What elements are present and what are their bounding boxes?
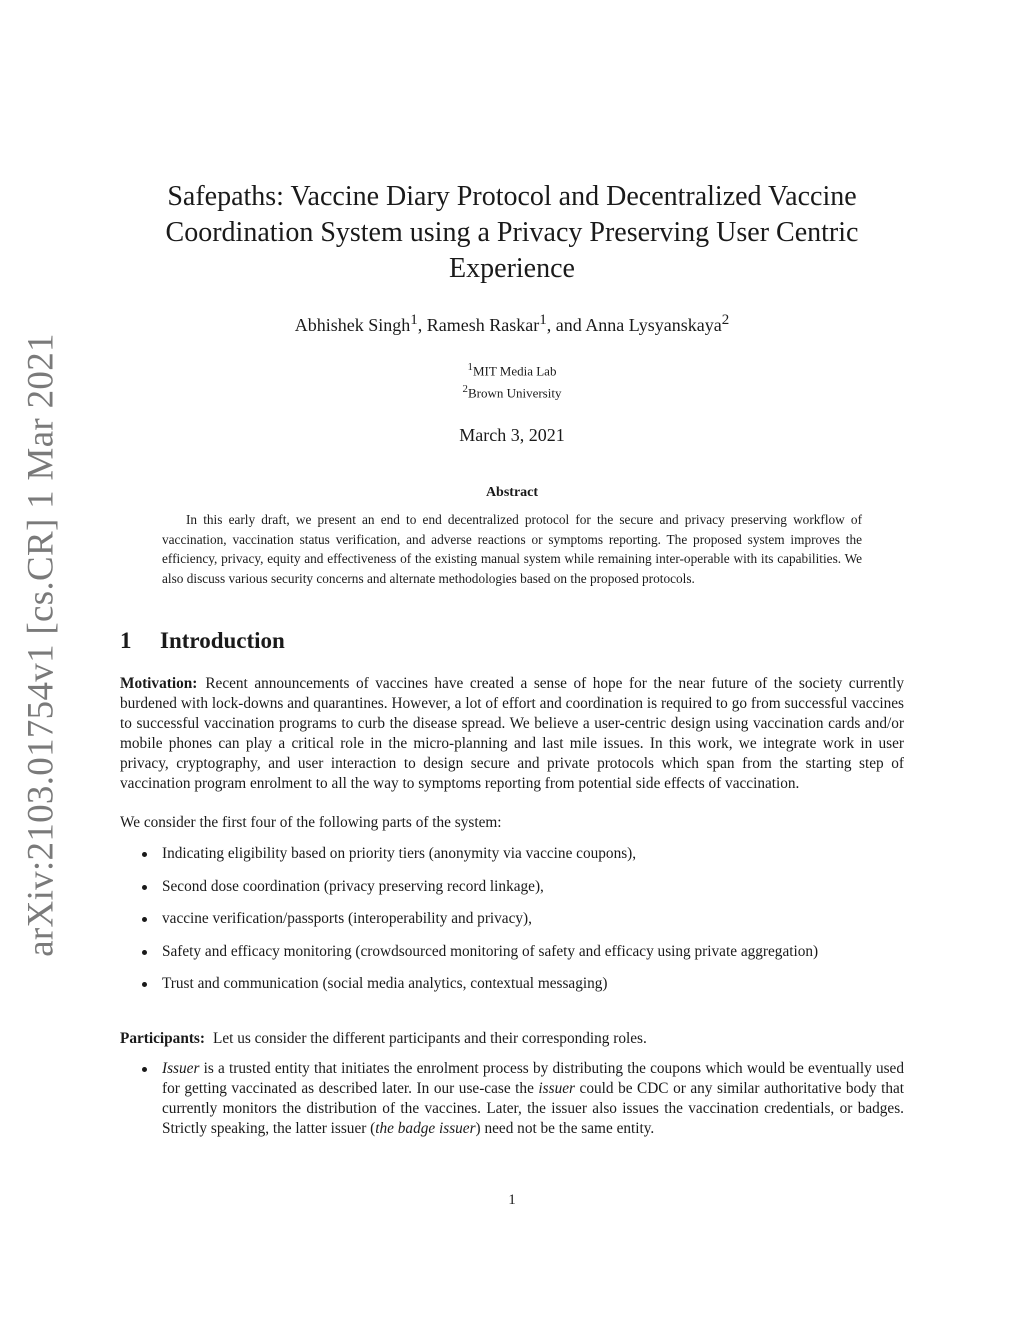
affiliation-item bbox=[120, 380, 904, 402]
bullet-icon bbox=[142, 917, 147, 922]
role-text: could be CDC or any similar authoritative body that currently monitors the distribution of the vaccines. Later, the issuer also issues the vaccination credentials, or badges. Strictly speaking, the latter issuer ( bbox=[162, 1080, 905, 1137]
list-item bbox=[120, 909, 906, 942]
system-parts-list bbox=[120, 844, 906, 1007]
author-list bbox=[120, 312, 904, 336]
section-number: 1 bbox=[120, 628, 132, 653]
list-item-text: Second dose coordination (privacy preserving record linkage), bbox=[162, 877, 544, 895]
author-name: Ramesh Raskar bbox=[426, 315, 540, 335]
arxiv-identifier-stamp: arXiv:2103.01754v1 [cs.CR] 1 Mar 2021 bbox=[20, 333, 62, 957]
section-title: Introduction bbox=[160, 628, 285, 653]
list-item bbox=[120, 974, 906, 1007]
list-item bbox=[120, 1059, 904, 1139]
list-item bbox=[120, 877, 906, 910]
system-parts-intro: We consider the first four of the following parts of the system: bbox=[120, 814, 502, 831]
participants-paragraph bbox=[120, 1029, 904, 1049]
abstract-text: In this early draft, we present an end to end decentralized protocol for the secure and privacy preserving workflow of vaccination, vaccination status verification, and adverse reactions or symptoms reporting. The proposed system improves the efficiency, privacy, equity and effectiveness of the existing manual system while remaining inter-operable with its capabilities. We also discuss various security concerns and alternate methodologies based on the proposed protocols. bbox=[162, 512, 862, 586]
section-heading bbox=[120, 628, 285, 654]
abstract-heading: Abstract bbox=[485, 485, 539, 500]
motivation-label: Motivation: bbox=[120, 675, 198, 692]
author-separator: , and bbox=[546, 315, 586, 335]
list-item-text: vaccine verification/passports (interoperability and privacy), bbox=[162, 910, 532, 927]
paper-date: March 3, 2021 bbox=[459, 425, 565, 445]
author-affiliation-mark: 1 bbox=[410, 312, 418, 328]
role-text: is a trusted entity that initiates the enrolment process by distributing the coupons which would be eventually used for getting vaccinated as described later. In our use-case the bbox=[162, 1060, 904, 1097]
affiliation-item bbox=[120, 358, 904, 380]
author-affiliation-mark: 1 bbox=[539, 312, 547, 328]
role-term: Issuer bbox=[162, 1060, 200, 1077]
bullet-icon bbox=[142, 950, 147, 955]
participants-text: Let us consider the different participants and their corresponding roles. bbox=[212, 1030, 647, 1047]
bullet-icon bbox=[142, 982, 147, 987]
affiliation-mark: 2 bbox=[462, 383, 468, 396]
role-emphasis: issuer bbox=[538, 1080, 575, 1097]
author-affiliation-mark: 2 bbox=[721, 312, 730, 328]
list-item-text: Trust and communication (social media analytics, contextual messaging) bbox=[162, 975, 608, 992]
bullet-icon bbox=[142, 885, 147, 890]
list-item-text: Indicating eligibility based on priority tiers (anonymity via vaccine coupons), bbox=[162, 845, 637, 862]
author-name: Anna Lysyanskaya bbox=[585, 315, 722, 335]
list-item-text: Safety and efficacy monitoring (crowdsourced monitoring of safety and efficacy using private aggregation) bbox=[162, 942, 819, 960]
participants-label: Participants: bbox=[120, 1030, 205, 1047]
bullet-icon bbox=[142, 1067, 147, 1072]
motivation-text: Recent announcements of vaccines have created a sense of hope for the near future of the society currently burdened with lock-downs and quarantines. However, a lot of effort and coordination is required to go from successful vaccines to successful vaccination programs to curb the disease spread. We believe a user-centric design using vaccination cards and/or mobile phones can play a critical role in the micro-planning and last mile issues. In this work, we integrate work in user privacy, cryptography, and user interaction to design secure and private protocols which span from the starting step of vaccination program enrolment to all the way to symptoms reporting from potential side effects of vaccination. bbox=[120, 675, 904, 792]
affiliation-mark: 1 bbox=[467, 361, 473, 373]
paper-title: Safepaths: Vaccine Diary Protocol and Decentralized Vaccine Coordination System using a Privacy Preserving User Centric Experience bbox=[165, 181, 859, 284]
affiliation-name: MIT Media Lab bbox=[472, 363, 557, 379]
affiliation-name: Brown University bbox=[467, 385, 562, 401]
participant-roles-list bbox=[120, 1059, 904, 1139]
list-item bbox=[120, 844, 906, 877]
affiliation-list bbox=[120, 358, 904, 403]
page-number: 1 bbox=[508, 1192, 516, 1208]
bullet-icon bbox=[142, 852, 147, 857]
list-item bbox=[120, 942, 906, 975]
role-text: ) need not be the same entity. bbox=[475, 1120, 655, 1137]
role-emphasis: the badge issuer bbox=[375, 1120, 476, 1137]
author-name: Abhishek Singh bbox=[294, 315, 411, 335]
motivation-paragraph bbox=[120, 674, 904, 794]
author-separator: , bbox=[417, 315, 427, 335]
